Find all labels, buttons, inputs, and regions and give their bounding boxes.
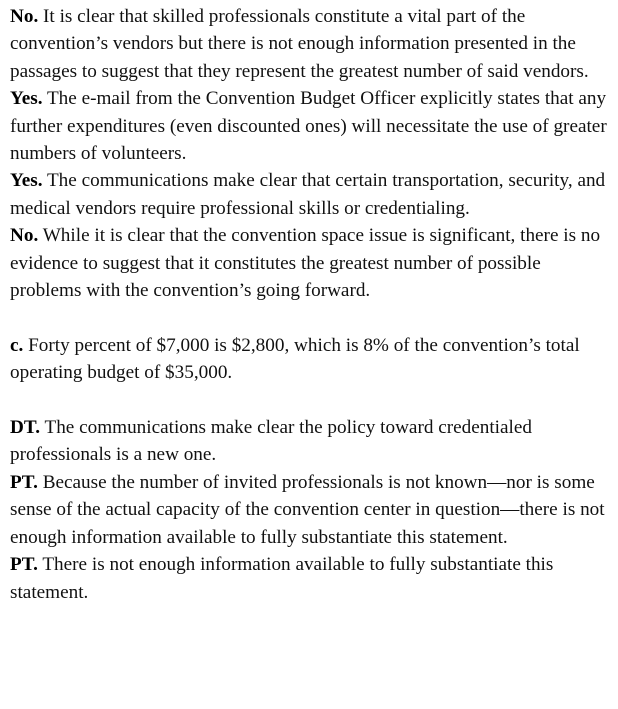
answer-item (10, 551, 610, 606)
answer-text: The communications make clear the policy toward credentialed professionals is a new one. (10, 417, 532, 466)
answer-label: PT. (10, 471, 38, 493)
answer-label: DT. (10, 417, 41, 439)
answer-text: It is clear that skilled professionals constitute a vital part of the convention’s vendors but there is not enough information presented in the passages to suggest that they represent the greatest number of said vendors. (10, 6, 589, 82)
answer-label: Yes. (10, 170, 43, 192)
answer-item (10, 85, 610, 167)
answer-label: No. (10, 225, 39, 247)
answer-item (10, 167, 610, 222)
section-spacer (10, 304, 610, 331)
answer-explanations (10, 3, 610, 606)
answer-item (10, 414, 610, 469)
answer-item (10, 332, 610, 387)
answer-text: The communications make clear that certain transportation, security, and medical vendors require professional skills or credentialing. (10, 170, 606, 219)
answer-item (10, 469, 610, 551)
answer-label: No. (10, 6, 39, 27)
answer-text: Because the number of invited professionals is not known—nor is some sense of the actual capacity of the convention center in question—there is not enough information available to fully substantiate this statement. (10, 471, 605, 548)
answer-item (10, 3, 610, 85)
section-spacer (10, 387, 610, 414)
answer-text: While it is clear that the convention space issue is significant, there is no evidence to suggest that it constitutes the greatest number of possible problems with the convention’s going forward. (10, 225, 601, 302)
answer-label: PT. (10, 554, 38, 576)
answer-text: There is not enough information available to fully substantiate this statement. (10, 554, 554, 603)
answer-item (10, 222, 610, 304)
answer-text: Forty percent of $7,000 is $2,800, which is 8% of the convention’s total operating budget of $35,000. (10, 334, 580, 384)
answer-label: c. (10, 334, 24, 356)
answer-label: Yes. (10, 88, 43, 110)
answer-text: The e-mail from the Convention Budget Officer explicitly states that any further expenditures (even discounted ones) will necessitate the use of greater numbers of volunteers. (10, 88, 607, 165)
